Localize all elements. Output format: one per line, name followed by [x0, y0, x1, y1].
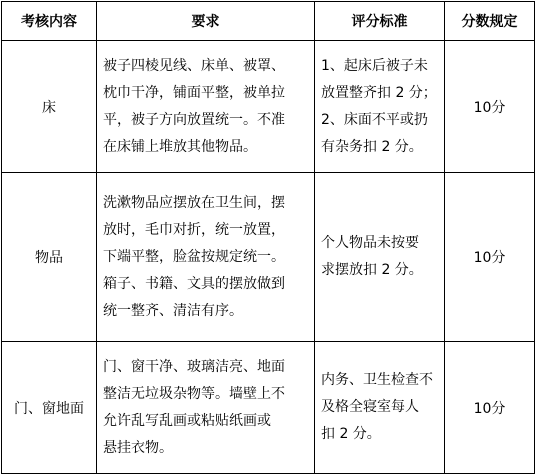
score-cell: 10分 — [445, 173, 535, 342]
requirement-line: 在床铺上堆放其他物品。 — [103, 138, 257, 155]
criteria-line: 有杂务扣 2 分。 — [321, 138, 423, 155]
table-row — [2, 342, 535, 474]
requirement-line: 洗漱物品应摆放在卫生间，摆 — [103, 194, 285, 211]
table-row — [2, 173, 535, 342]
header-score: 分数规定 — [445, 2, 535, 41]
requirement-line: 箱子、书籍、文具的摆放做到 — [103, 275, 285, 292]
table-header-row — [2, 2, 535, 41]
table-row — [2, 41, 535, 173]
criteria-line: 及格全寝室每人 — [321, 399, 419, 415]
header-item: 考核内容 — [2, 2, 97, 41]
item-cell: 床 — [2, 41, 97, 173]
requirement-line: 平，被子方向放置统一。不准 — [103, 111, 285, 128]
criteria-line: 1、起床后被子未 — [321, 57, 428, 74]
score-cell: 10分 — [445, 41, 535, 173]
requirement-line: 整洁无垃圾杂物等。墙壁上不 — [103, 385, 285, 402]
requirement-cell — [97, 342, 315, 474]
requirement-line: 下端平整，脸盆按规定统一。 — [103, 248, 285, 265]
requirement-line: 门、窗干净、玻璃洁亮、地面 — [103, 358, 285, 375]
assessment-table — [1, 1, 535, 474]
requirement-line: 枕巾干净，铺面平整，被单拉 — [103, 84, 285, 101]
criteria-line: 扣 2 分。 — [321, 426, 381, 442]
requirement-line: 统一整齐、清洁有序。 — [103, 302, 243, 319]
score-cell: 10分 — [445, 342, 535, 474]
criteria-line: 内务、卫生检查不 — [321, 372, 433, 388]
requirement-cell — [97, 41, 315, 173]
criteria-cell — [315, 173, 445, 342]
item-cell: 物品 — [2, 173, 97, 342]
requirement-line: 允许乱写乱画或粘贴纸画或 — [103, 412, 271, 429]
requirement-cell — [97, 173, 315, 342]
requirement-line: 放时，毛巾对折，统一放置， — [103, 221, 285, 238]
criteria-line: 个人物品未按要 — [321, 235, 419, 251]
criteria-cell — [315, 41, 445, 173]
header-requirement: 要求 — [97, 2, 315, 41]
item-cell: 门、窗地面 — [2, 342, 97, 474]
requirement-line: 悬挂衣物。 — [103, 439, 173, 456]
header-criteria: 评分标准 — [315, 2, 445, 41]
requirement-line: 被子四棱见线、床单、被罩、 — [103, 57, 285, 74]
criteria-cell — [315, 342, 445, 474]
criteria-line: 放置整齐扣 2 分； — [321, 84, 437, 101]
criteria-line: 2、床面不平或扔 — [321, 111, 428, 128]
criteria-line: 求摆放扣 2 分。 — [321, 262, 423, 278]
